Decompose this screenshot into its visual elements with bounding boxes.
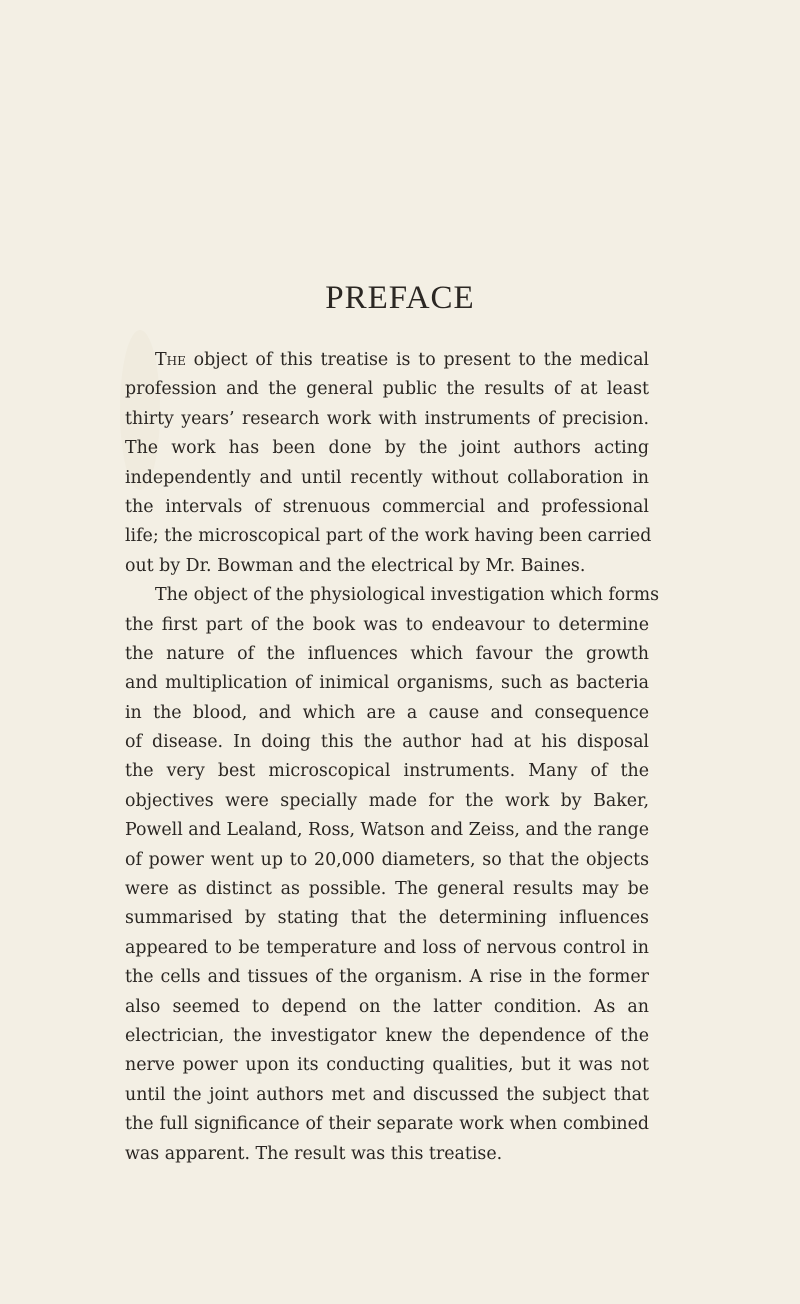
text-line: profession and the general public the results of at least (125, 379, 649, 400)
text-line: the nature of the influences which favour the growth (125, 643, 649, 664)
text-line: the cells and tissues of the organism. A rise in the former (125, 967, 649, 988)
text-line: appeared to be temperature and loss of nervous control in (125, 937, 649, 958)
text-fragment: object of this treatise is to present to the medical (185, 350, 649, 370)
preface-body (125, 346, 659, 1169)
text-line: until the joint authors met and discussed the subject that (125, 1084, 649, 1105)
text-line: of disease. In doing this the author had at his disposal (125, 732, 649, 753)
text-line: independently and until recently without collaboration in (125, 467, 649, 488)
text-line: the very best microscopical instruments. Many of the (125, 761, 649, 782)
text-line: summarised by stating that the determining influences (125, 908, 649, 929)
text-line: life; the microscopical part of the work having been carried (125, 526, 652, 547)
lead-word: The (155, 350, 186, 370)
text-line: electrician, the investigator knew the dependence of the (125, 1025, 649, 1046)
text-line: was apparent. The result was this treatise. (125, 1143, 503, 1164)
text-line: and multiplication of inimical organisms, such as bacteria (125, 673, 649, 694)
text-line: The work has been done by the joint authors acting (125, 438, 649, 459)
paragraph-2 (125, 581, 659, 1169)
text-line: the first part of the book was to endeavour to determine (125, 614, 649, 635)
text-line: thirty years’ research work with instruments of precision. (125, 408, 649, 429)
paragraph-1 (125, 346, 652, 581)
text-line: of power went up to 20,000 diameters, so that the objects (125, 849, 649, 870)
text-line: nerve power upon its conducting qualities, but it was not (125, 1055, 649, 1076)
text-line: The object of the physiological investigation which forms (155, 585, 659, 606)
page-title: PREFACE (325, 280, 475, 316)
text-line: the full significance of their separate work when combined (125, 1114, 649, 1135)
text-line: also seemed to depend on the latter condition. As an (125, 996, 649, 1017)
text-line (125, 346, 649, 375)
text-line: the intervals of strenuous commercial and professional (125, 496, 649, 517)
text-line: objectives were specially made for the work by Baker, (125, 790, 649, 811)
text-line: were as distinct as possible. The general results may be (125, 879, 649, 900)
text-line: in the blood, and which are a cause and consequence (125, 702, 649, 723)
text-line: out by Dr. Bowman and the electrical by Mr. Baines. (125, 555, 586, 576)
text-line: Powell and Lealand, Ross, Watson and Zeiss, and the range (125, 820, 649, 841)
